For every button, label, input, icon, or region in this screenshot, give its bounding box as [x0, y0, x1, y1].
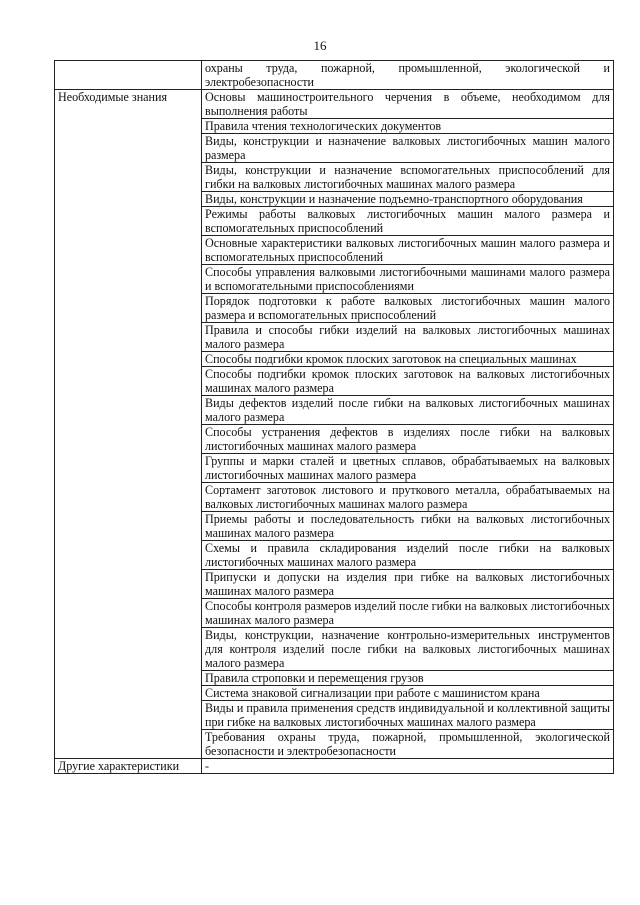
knowledge-item: Способы контроля размеров изделий после гибки на валковых листогибочных машинах малого размера: [202, 599, 613, 628]
knowledge-item: Виды, конструкции и назначение вспомогательных приспособлений для гибки на валковых листогибочных машинах малого размера: [202, 163, 613, 192]
knowledge-item: Виды, конструкции и назначение подъемно-транспортного оборудования: [202, 192, 613, 207]
continuation-cell: [202, 61, 614, 90]
row-label-other: Другие характеристики: [55, 759, 202, 774]
page-number: 16: [313, 38, 327, 53]
knowledge-item: Способы устранения дефектов в изделиях после гибки на валковых листогибочных машинах малого размера: [202, 425, 613, 454]
knowledge-item: Основные характеристики валковых листогибочных машин малого размера и вспомогательных приспособлений: [202, 236, 613, 265]
knowledge-item: Основы машиностроительного черчения в объеме, необходимом для выполнения работы: [202, 90, 613, 119]
knowledge-item: Припуски и допуски на изделия при гибке на валковых листогибочных машинах малого размера: [202, 570, 613, 599]
other-cell: [202, 759, 614, 774]
knowledge-item: Виды, конструкции, назначение контрольно-измерительных инструментов для контроля изделий после гибки на валковых листогибочных машинах малого размера: [202, 628, 613, 671]
table-row-continuation: [55, 61, 614, 90]
other-text: -: [205, 759, 210, 773]
continuation-text: охраны труда, пожарной, промышленной, экологической и электробезопасности: [205, 61, 610, 89]
knowledge-item: Схемы и правила складирования изделий после гибки на валковых листогибочных машинах малого размера: [202, 541, 613, 570]
knowledge-item: Сортамент заготовок листового и пруткового металла, обрабатываемых на валковых листогибочных машинах малого размера: [202, 483, 613, 512]
knowledge-item: Система знаковой сигнализации при работе с машинистом крана: [202, 686, 613, 701]
knowledge-item: Виды, конструкции и назначение валковых листогибочных машин малого размера: [202, 134, 613, 163]
knowledge-item: Правила чтения технологических документов: [202, 119, 613, 134]
knowledge-item: Способы подгибки кромок плоских заготовок на специальных машинах: [202, 352, 613, 367]
knowledge-item: Способы подгибки кромок плоских заготовок на валковых листогибочных машинах малого размера: [202, 367, 613, 396]
knowledge-item: Правила и способы гибки изделий на валковых листогибочных машинах малого размера: [202, 323, 613, 352]
table-row-other: [55, 759, 614, 774]
knowledge-item: Виды и правила применения средств индивидуальной и коллективной защиты при гибке на валковых листогибочных машинах малого размера: [202, 701, 613, 730]
knowledge-item: Способы управления валковыми листогибочными машинами малого размера и вспомогательными приспособлениями: [202, 265, 613, 294]
requirements-table: [54, 60, 614, 774]
knowledge-item: Порядок подготовки к работе валковых листогибочных машин малого размера и вспомогательных приспособлений: [202, 294, 613, 323]
knowledge-cell: [202, 90, 614, 759]
knowledge-item: Требования охраны труда, пожарной, промышленной, экологической безопасности и электробезопасности: [205, 730, 610, 758]
knowledge-item: Режимы работы валковых листогибочных машин малого размера и вспомогательных приспособлений: [202, 207, 613, 236]
knowledge-item: Группы и марки сталей и цветных сплавов, обрабатываемых на валковых листогибочных машинах малого размера: [202, 454, 613, 483]
row-label-knowledge: Необходимые знания: [55, 90, 202, 759]
knowledge-item: Правила строповки и перемещения грузов: [202, 671, 613, 686]
row-label-empty: [55, 61, 202, 90]
knowledge-item: Приемы работы и последовательность гибки на валковых листогибочных машинах малого размера: [202, 512, 613, 541]
knowledge-item: Виды дефектов изделий после гибки на валковых листогибочных машинах малого размера: [202, 396, 613, 425]
table-row-knowledge: [55, 90, 614, 759]
